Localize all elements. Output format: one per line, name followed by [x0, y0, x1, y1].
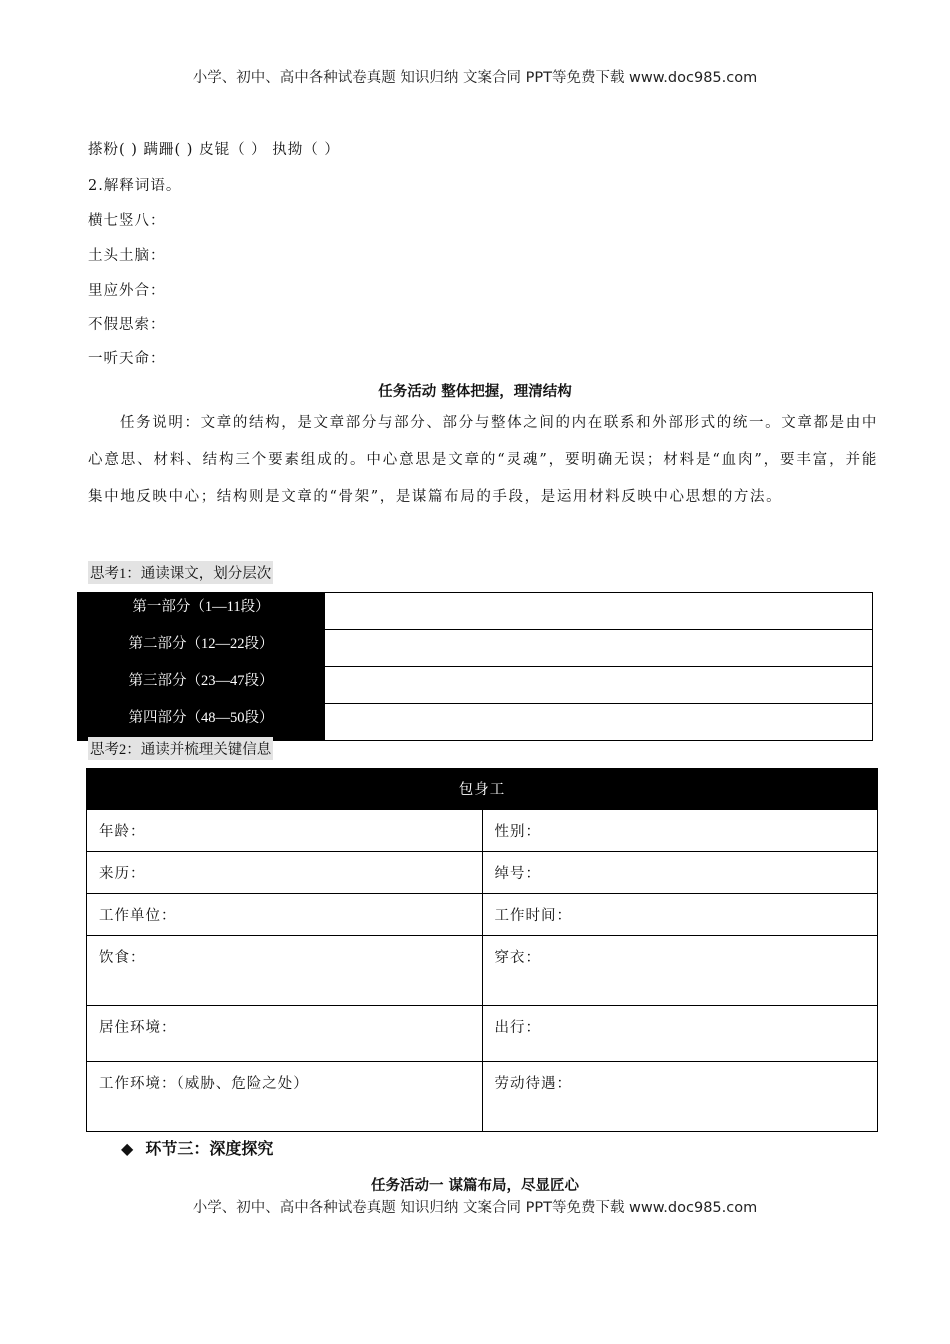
info-cell[interactable]: 年龄： [87, 810, 483, 852]
table-row [78, 630, 873, 667]
answer-cell[interactable] [325, 704, 873, 741]
table-row [87, 894, 878, 936]
table-row [87, 810, 878, 852]
pinyin-line: 搽粉( ) 蹒跚( ) 皮锟（ ） 执拗（ ） [88, 142, 340, 158]
part-label: 第四部分（48—50段） [78, 704, 325, 741]
part-label: 第二部分（12—22段） [78, 630, 325, 667]
info-cell[interactable]: 居住环境： [87, 1006, 483, 1062]
info-table [86, 768, 878, 1132]
info-cell[interactable]: 绰号： [482, 852, 878, 894]
section-heading [121, 1136, 273, 1159]
table-row [87, 852, 878, 894]
page-footer: 小学、初中、高中各种试卷真题 知识归纳 文案合同 PPT等免费下载 www.doc985.com [192, 1200, 758, 1216]
part-label: 第一部分（1—11段） [78, 593, 325, 630]
word-item: 土头土脑： [88, 248, 166, 264]
answer-cell[interactable] [325, 593, 873, 630]
answer-cell[interactable] [325, 630, 873, 667]
info-cell[interactable]: 劳动待遇： [482, 1062, 878, 1132]
page-header: 小学、初中、高中各种试卷真题 知识归纳 文案合同 PPT等免费下载 www.doc985.com [192, 70, 758, 86]
table-row [78, 704, 873, 741]
answer-cell[interactable] [325, 667, 873, 704]
table-row [87, 1006, 878, 1062]
task-description: 任务说明：文章的结构，是文章部分与部分、部分与整体之间的内在联系和外部形式的统一。文章都是由中心意思、材料、结构三个要素组成的。中心意思是文章的“灵魂”，要明确无误；材料是“血肉”，要丰富，并能集中地反映中心；结构则是文章的“骨架”，是谋篇布局的手段，是运用材料反映中心思想的方法。 [88, 415, 878, 505]
part-label: 第三部分（23—47段） [78, 667, 325, 704]
word-item: 不假思索： [88, 317, 166, 333]
table-row [87, 1062, 878, 1132]
info-cell[interactable]: 饮食： [87, 936, 483, 1006]
think-2-label: 思考2：通读并梳理关键信息 [88, 737, 273, 760]
info-cell[interactable]: 出行： [482, 1006, 878, 1062]
word-item: 里应外合： [88, 283, 166, 299]
word-item: 一听天命： [88, 351, 166, 367]
diamond-bullet-icon: ◆ [121, 1139, 134, 1158]
task-title: 任务活动 整体把握，理清结构 [378, 384, 572, 400]
structure-table [77, 592, 873, 741]
info-cell[interactable]: 工作单位： [87, 894, 483, 936]
info-cell[interactable]: 工作时间： [482, 894, 878, 936]
info-cell[interactable]: 来历： [87, 852, 483, 894]
sub-task-title: 任务活动一 谋篇布局，尽显匠心 [370, 1178, 580, 1194]
table-row [78, 667, 873, 704]
think-1-label: 思考1：通读课文，划分层次 [88, 561, 273, 584]
table-row [78, 593, 873, 630]
info-cell[interactable]: 工作环境：（威胁、危险之处） [87, 1062, 483, 1132]
table-row [87, 936, 878, 1006]
info-cell[interactable]: 穿衣： [482, 936, 878, 1006]
question-2-title: 2.解释词语。 [88, 178, 182, 194]
info-table-header: 包身工 [87, 769, 878, 810]
section-title: 环节三：深度探究 [145, 1139, 274, 1158]
word-item: 横七竖八： [88, 213, 166, 229]
info-cell[interactable]: 性别： [482, 810, 878, 852]
